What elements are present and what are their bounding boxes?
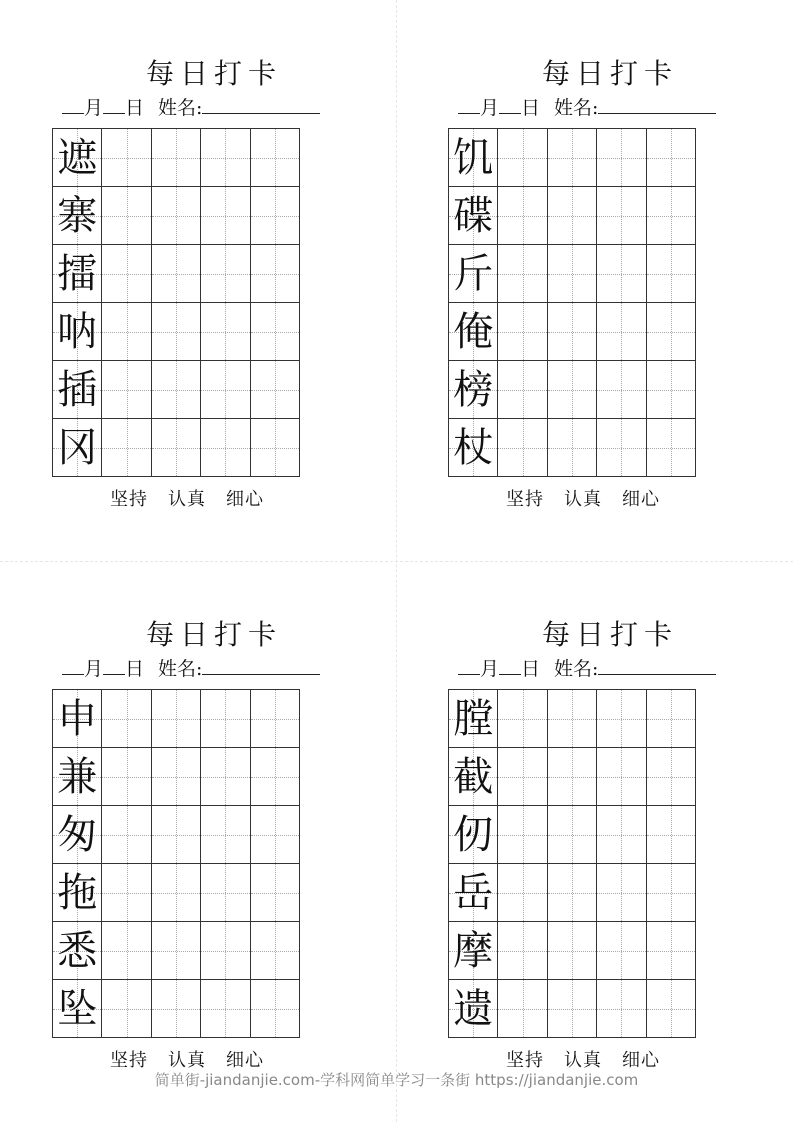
practice-cell[interactable]: [646, 922, 695, 980]
model-character: 悉: [57, 928, 98, 974]
practice-cell[interactable]: [250, 361, 299, 419]
name-blank[interactable]: [598, 655, 716, 675]
practice-cell[interactable]: [498, 864, 547, 922]
practice-cell[interactable]: [547, 980, 596, 1038]
motto-word: 细心: [622, 1050, 660, 1071]
writing-grid: [448, 689, 696, 1038]
day-label: 日: [521, 97, 541, 119]
page-footer: 简单街-jiandanjie.com-学科网简单学习一条街 https://jiandanjie.com: [154, 1071, 639, 1089]
practice-cell[interactable]: [102, 187, 151, 245]
practice-cell[interactable]: [646, 303, 695, 361]
practice-cell[interactable]: [102, 419, 151, 477]
motto-word: 认真: [168, 489, 206, 510]
practice-cell[interactable]: [151, 187, 200, 245]
practice-cell[interactable]: [597, 922, 646, 980]
practice-cell[interactable]: [547, 419, 596, 477]
practice-cell[interactable]: [597, 361, 646, 419]
practice-cell[interactable]: [498, 806, 547, 864]
model-character: 仞: [453, 812, 494, 858]
name-label: 姓名:: [158, 658, 203, 680]
practice-cell[interactable]: [250, 245, 299, 303]
grid-row: [53, 748, 300, 806]
date-name-line: [62, 94, 352, 120]
grid-row: [53, 129, 300, 187]
model-character: 碟: [453, 193, 494, 239]
practice-cell[interactable]: [201, 690, 250, 748]
practice-cell[interactable]: [102, 864, 151, 922]
model-character: 拖: [57, 870, 98, 916]
motto-word: 认真: [564, 489, 602, 510]
grid-row: [449, 361, 696, 419]
practice-card: [396, 561, 696, 1071]
model-character: 插: [57, 367, 98, 413]
day-label: 日: [125, 658, 145, 680]
model-character: 杖: [453, 425, 494, 471]
practice-cell[interactable]: [102, 129, 151, 187]
model-character-cell: [449, 864, 498, 922]
practice-cell[interactable]: [102, 806, 151, 864]
practice-cell[interactable]: [597, 303, 646, 361]
practice-cell[interactable]: [151, 690, 200, 748]
practice-cell[interactable]: [151, 361, 200, 419]
month-blank[interactable]: [62, 94, 84, 114]
practice-cell[interactable]: [547, 806, 596, 864]
practice-cell[interactable]: [547, 361, 596, 419]
motto: [506, 488, 793, 512]
practice-cell[interactable]: [151, 129, 200, 187]
practice-cell[interactable]: [250, 129, 299, 187]
practice-cell[interactable]: [646, 806, 695, 864]
practice-cell[interactable]: [547, 690, 596, 748]
model-character-cell: [53, 922, 102, 980]
grid-row: [449, 922, 696, 980]
practice-card: [0, 0, 300, 510]
model-character-cell: [449, 922, 498, 980]
model-character: 岳: [453, 870, 494, 916]
model-character-cell: [53, 187, 102, 245]
practice-cell[interactable]: [547, 129, 596, 187]
practice-cell[interactable]: [250, 922, 299, 980]
grid-row: [449, 690, 696, 748]
model-character: 匆: [57, 812, 98, 858]
model-character: 寨: [57, 193, 98, 239]
name-label: 姓名:: [158, 97, 203, 119]
grid-row: [449, 129, 696, 187]
practice-cell[interactable]: [547, 187, 596, 245]
grid-row: [449, 303, 696, 361]
practice-cell[interactable]: [250, 748, 299, 806]
model-character: 擂: [57, 251, 98, 297]
motto-word: 坚持: [110, 489, 148, 510]
model-character-cell: [449, 806, 498, 864]
practice-cell[interactable]: [102, 748, 151, 806]
practice-cell[interactable]: [498, 361, 547, 419]
writing-grid: [52, 689, 300, 1038]
month-label: 月: [84, 658, 104, 680]
day-label: 日: [521, 658, 541, 680]
grid-row: [53, 245, 300, 303]
practice-card: [396, 0, 696, 510]
day-label: 日: [125, 97, 145, 119]
day-blank[interactable]: [103, 94, 125, 114]
model-character-cell: [53, 245, 102, 303]
practice-cell[interactable]: [498, 922, 547, 980]
card-title: 每日打卡: [145, 618, 282, 651]
model-character: 冈: [57, 425, 98, 471]
practice-cell[interactable]: [646, 129, 695, 187]
practice-cell[interactable]: [597, 806, 646, 864]
practice-cell[interactable]: [597, 748, 646, 806]
practice-cell[interactable]: [250, 864, 299, 922]
motto-word: 细心: [622, 489, 660, 510]
grid-row: [53, 922, 300, 980]
model-character-cell: [53, 303, 102, 361]
practice-cell[interactable]: [201, 806, 250, 864]
practice-cell[interactable]: [151, 806, 200, 864]
grid-row: [449, 864, 696, 922]
grid-row: [53, 980, 300, 1038]
model-character-cell: [449, 303, 498, 361]
practice-cell[interactable]: [201, 129, 250, 187]
practice-cell[interactable]: [201, 419, 250, 477]
motto-word: 坚持: [506, 489, 544, 510]
practice-cell[interactable]: [151, 748, 200, 806]
model-character: 申: [57, 696, 98, 742]
practice-cell[interactable]: [102, 361, 151, 419]
month-label: 月: [480, 658, 500, 680]
name-blank[interactable]: [202, 94, 320, 114]
practice-cell[interactable]: [201, 361, 250, 419]
practice-cell[interactable]: [102, 303, 151, 361]
model-character-cell: [449, 748, 498, 806]
name-blank[interactable]: [202, 655, 320, 675]
motto-word: 坚持: [110, 1050, 148, 1071]
model-character: 遮: [57, 135, 98, 181]
practice-cell[interactable]: [250, 303, 299, 361]
month-label: 月: [84, 97, 104, 119]
grid-row: [53, 806, 300, 864]
practice-cell[interactable]: [102, 690, 151, 748]
practice-cell[interactable]: [547, 303, 596, 361]
motto-word: 认真: [168, 1050, 206, 1071]
practice-cell[interactable]: [498, 980, 547, 1038]
model-character: 膛: [453, 696, 494, 742]
practice-cell[interactable]: [102, 980, 151, 1038]
practice-cell[interactable]: [201, 922, 250, 980]
motto-word: 细心: [226, 1050, 264, 1071]
practice-cell[interactable]: [201, 245, 250, 303]
model-character-cell: [449, 980, 498, 1038]
grid-row: [53, 187, 300, 245]
grid-row: [53, 361, 300, 419]
month-blank[interactable]: [458, 655, 480, 675]
practice-cell[interactable]: [597, 690, 646, 748]
grid-row: [449, 419, 696, 477]
date-name-line: [458, 94, 748, 120]
grid-row: [53, 303, 300, 361]
practice-cell[interactable]: [498, 419, 547, 477]
card-title: 每日打卡: [541, 618, 678, 651]
practice-cell[interactable]: [646, 748, 695, 806]
practice-cell[interactable]: [201, 187, 250, 245]
model-character: 兼: [57, 754, 98, 800]
model-character-cell: [449, 419, 498, 477]
practice-cell[interactable]: [646, 864, 695, 922]
day-blank[interactable]: [499, 94, 521, 114]
practice-cell[interactable]: [151, 245, 200, 303]
model-character: 榜: [453, 367, 494, 413]
practice-cell[interactable]: [646, 361, 695, 419]
date-name-line: [62, 655, 352, 681]
practice-card: [0, 561, 300, 1071]
practice-cell[interactable]: [151, 419, 200, 477]
motto-word: 坚持: [506, 1050, 544, 1071]
day-blank[interactable]: [499, 655, 521, 675]
practice-cell[interactable]: [498, 303, 547, 361]
month-blank[interactable]: [458, 94, 480, 114]
day-blank[interactable]: [103, 655, 125, 675]
practice-cell[interactable]: [201, 980, 250, 1038]
motto-word: 细心: [226, 489, 264, 510]
month-blank[interactable]: [62, 655, 84, 675]
practice-cell[interactable]: [646, 187, 695, 245]
model-character-cell: [53, 419, 102, 477]
grid-row: [53, 690, 300, 748]
name-label: 姓名:: [554, 97, 599, 119]
practice-cell[interactable]: [250, 980, 299, 1038]
practice-cell[interactable]: [102, 922, 151, 980]
practice-cell[interactable]: [250, 690, 299, 748]
practice-cell[interactable]: [597, 864, 646, 922]
writing-grid: [52, 128, 300, 477]
grid-row: [449, 245, 696, 303]
name-blank[interactable]: [598, 94, 716, 114]
practice-cell[interactable]: [646, 980, 695, 1038]
grid-row: [449, 980, 696, 1038]
practice-cell[interactable]: [498, 187, 547, 245]
card-title: 每日打卡: [145, 57, 282, 90]
model-character-cell: [53, 690, 102, 748]
practice-cell[interactable]: [498, 690, 547, 748]
practice-cell[interactable]: [547, 748, 596, 806]
model-character-cell: [53, 864, 102, 922]
practice-cell[interactable]: [102, 245, 151, 303]
model-character: 饥: [453, 135, 494, 181]
practice-cell[interactable]: [250, 419, 299, 477]
model-character: 坠: [57, 986, 98, 1032]
grid-row: [449, 187, 696, 245]
writing-grid: [448, 128, 696, 477]
practice-cell[interactable]: [547, 922, 596, 980]
practice-cell[interactable]: [498, 748, 547, 806]
model-character-cell: [449, 245, 498, 303]
date-name-line: [458, 655, 748, 681]
motto-word: 认真: [564, 1050, 602, 1071]
practice-cell[interactable]: [646, 419, 695, 477]
model-character-cell: [53, 980, 102, 1038]
practice-cell[interactable]: [498, 129, 547, 187]
practice-cell[interactable]: [597, 187, 646, 245]
practice-cell[interactable]: [151, 922, 200, 980]
model-character-cell: [449, 361, 498, 419]
grid-row: [449, 748, 696, 806]
model-character: 呐: [57, 309, 98, 355]
model-character-cell: [53, 806, 102, 864]
practice-cell[interactable]: [151, 980, 200, 1038]
model-character-cell: [53, 129, 102, 187]
practice-cell[interactable]: [547, 864, 596, 922]
practice-cell[interactable]: [646, 690, 695, 748]
practice-cell[interactable]: [201, 864, 250, 922]
practice-cell[interactable]: [250, 187, 299, 245]
model-character-cell: [53, 748, 102, 806]
practice-cell[interactable]: [547, 245, 596, 303]
model-character: 俺: [453, 309, 494, 355]
model-character: 截: [453, 754, 494, 800]
practice-cell[interactable]: [597, 419, 646, 477]
practice-cell[interactable]: [597, 980, 646, 1038]
model-character-cell: [449, 187, 498, 245]
model-character: 斤: [453, 251, 494, 297]
month-label: 月: [480, 97, 500, 119]
practice-cell[interactable]: [498, 245, 547, 303]
practice-cell[interactable]: [250, 806, 299, 864]
practice-cell[interactable]: [646, 245, 695, 303]
motto: [110, 488, 400, 512]
practice-cell[interactable]: [151, 303, 200, 361]
grid-row: [449, 806, 696, 864]
grid-row: [53, 864, 300, 922]
model-character-cell: [449, 129, 498, 187]
model-character-cell: [449, 690, 498, 748]
practice-cell[interactable]: [597, 129, 646, 187]
model-character: 遗: [453, 986, 494, 1032]
name-label: 姓名:: [554, 658, 599, 680]
model-character: 摩: [453, 928, 494, 974]
practice-cell[interactable]: [201, 303, 250, 361]
practice-cell[interactable]: [597, 245, 646, 303]
grid-row: [53, 419, 300, 477]
practice-cell[interactable]: [201, 748, 250, 806]
model-character-cell: [53, 361, 102, 419]
practice-cell[interactable]: [151, 864, 200, 922]
card-title: 每日打卡: [541, 57, 678, 90]
